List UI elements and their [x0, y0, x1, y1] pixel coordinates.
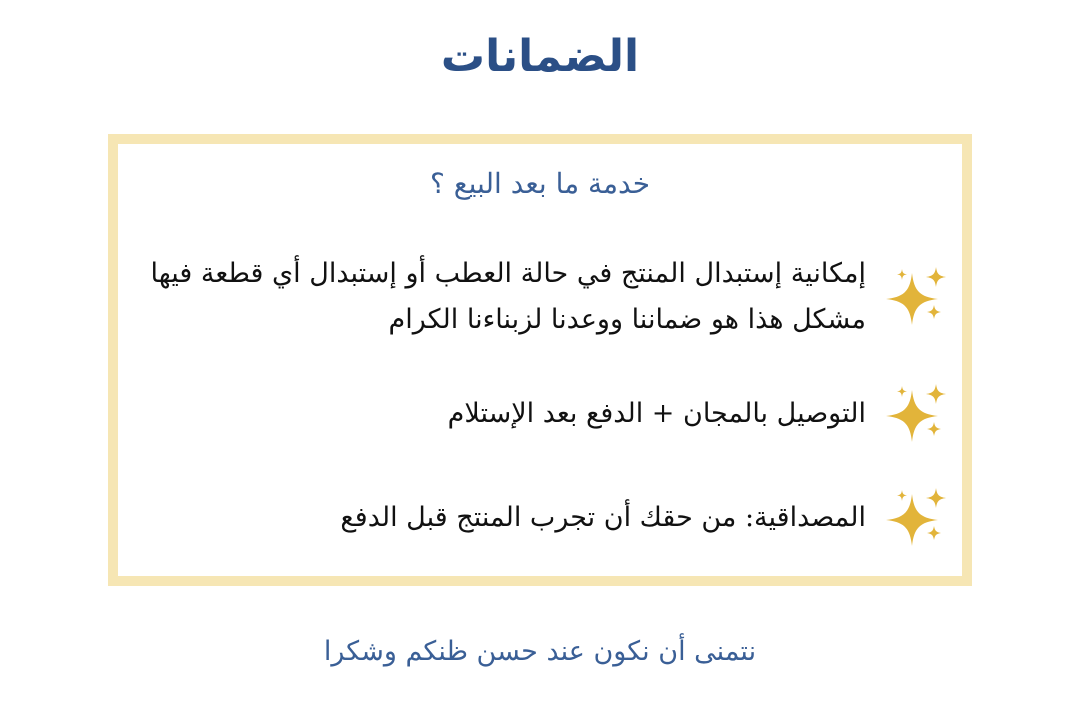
item-text: إمكانية إستبدال المنتج في حالة العطب أو إستبدال أي قطعة فيها مشكل هذا هو ضماننا ووعدنا لزبناءنا الكرام: [150, 258, 866, 335]
box-heading: خدمة ما بعد البيع ؟: [429, 167, 651, 200]
list-item: [130, 250, 950, 344]
guarantees-box: [108, 134, 972, 586]
sparkles-icon: [886, 486, 950, 550]
list-item: [130, 484, 950, 552]
sparkles-icon: [886, 265, 950, 329]
list-item: [130, 380, 950, 448]
item-text: التوصيل بالمجان + الدفع بعد الإستلام: [447, 398, 866, 429]
footer-message: نتمنى أن نكون عند حسن ظنكم وشكرا: [323, 636, 757, 667]
sparkles-icon: [886, 382, 950, 446]
item-text: المصداقية: من حقك أن تجرب المنتج قبل الدفع: [340, 502, 866, 533]
page-title: الضمانات: [440, 31, 640, 82]
